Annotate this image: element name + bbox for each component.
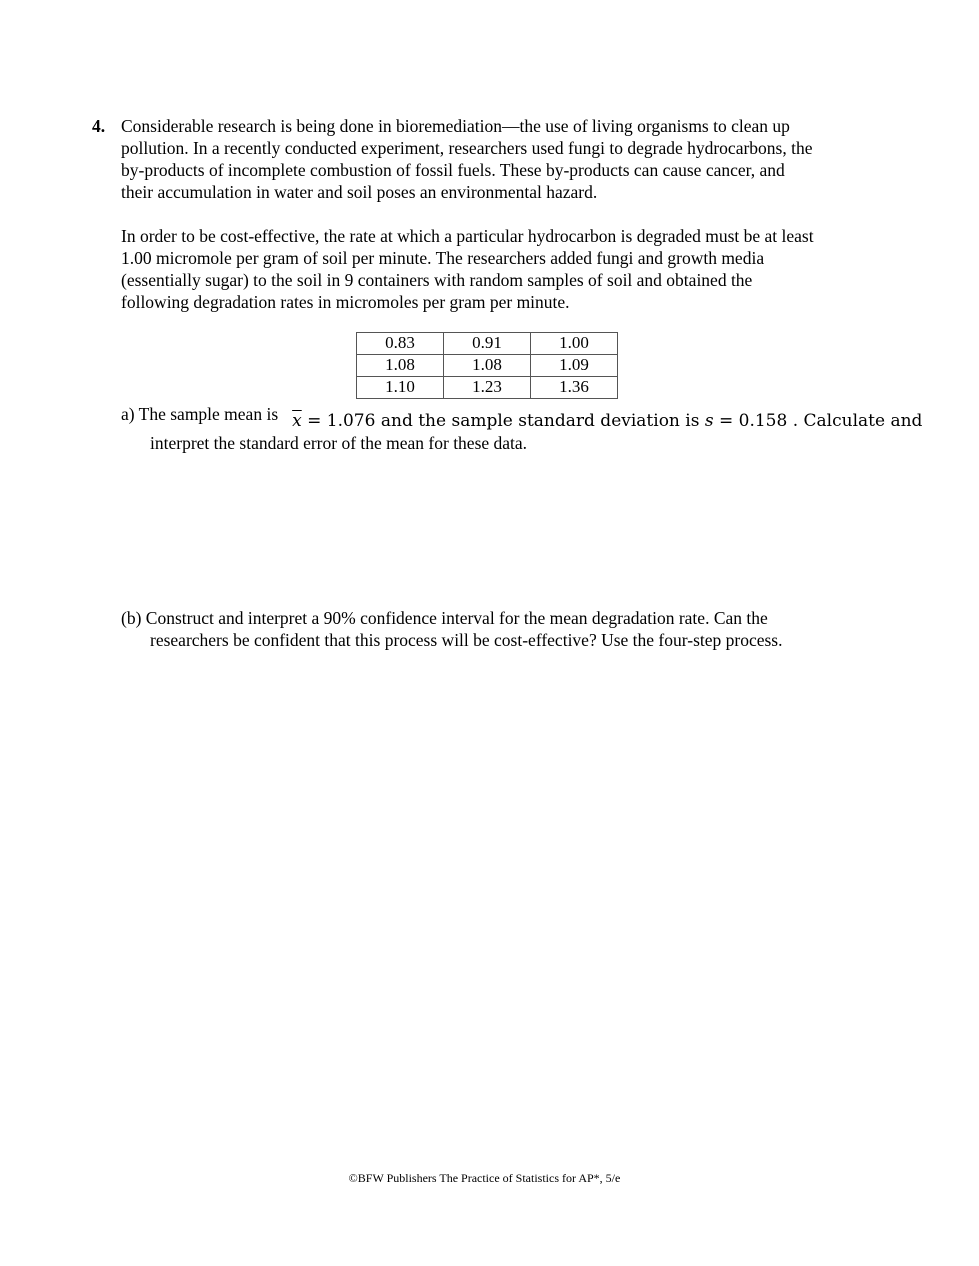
part-b-line-1: (b) Construct and interpret a 90% confidence interval for the mean degradation rate. Can the bbox=[121, 608, 768, 628]
table-cell: 1.10 bbox=[357, 377, 444, 399]
setup-line: following degradation rates in micromoles per gram per minute. bbox=[121, 292, 570, 312]
table-cell: 1.08 bbox=[357, 355, 444, 377]
question-setup bbox=[121, 225, 901, 313]
sd-value: = 0.158 bbox=[719, 411, 788, 431]
part-a-tail: . Calculate and bbox=[792, 411, 923, 431]
intro-line: their accumulation in water and soil poses an environmental hazard. bbox=[121, 182, 598, 202]
setup-line: 1.00 micromole per gram of soil per minute. The researchers added fungi and growth media bbox=[121, 248, 765, 268]
question-number: 4. bbox=[92, 116, 106, 136]
xbar-symbol: $\overline{x}$ bbox=[292, 411, 302, 431]
setup-line: In order to be cost-effective, the rate at which a particular hydrocarbon is degraded must be at least bbox=[121, 226, 814, 246]
s-symbol: s bbox=[704, 411, 714, 431]
intro-line: pollution. In a recently conducted experiment, researchers used fungi to degrade hydrocarbons, the bbox=[121, 138, 813, 158]
part-a-line-1 bbox=[121, 403, 923, 431]
part-a-middle: and the sample standard deviation is bbox=[380, 411, 700, 431]
table-cell: 1.00 bbox=[531, 333, 618, 355]
footer-copyright: ©BFW Publishers The Practice of Statistics for AP*, 5/e bbox=[348, 1171, 621, 1185]
table-cell: 1.09 bbox=[531, 355, 618, 377]
table-cell: 1.36 bbox=[531, 377, 618, 399]
intro-line: by-products of incomplete combustion of fossil fuels. These by-products can cause cancer, and bbox=[121, 160, 785, 180]
question-intro bbox=[121, 115, 901, 203]
mean-value: = 1.076 bbox=[307, 411, 376, 431]
degradation-rates-table bbox=[356, 332, 618, 399]
part-a-lead: a) The sample mean is bbox=[121, 404, 279, 424]
setup-line: (essentially sugar) to the soil in 9 containers with random samples of soil and obtained the bbox=[121, 270, 753, 290]
part-a bbox=[121, 403, 923, 454]
sample-mean-formula bbox=[292, 411, 375, 431]
part-a-line-2: interpret the standard error of the mean for these data. bbox=[150, 433, 528, 453]
table-cell: 0.91 bbox=[444, 333, 531, 355]
table-row bbox=[357, 333, 618, 355]
part-b-line-2: researchers be confident that this process will be cost-effective? Use the four-step process. bbox=[150, 630, 783, 650]
table-cell: 0.83 bbox=[357, 333, 444, 355]
table-row bbox=[357, 355, 618, 377]
table-row bbox=[357, 377, 618, 399]
table-cell: 1.08 bbox=[444, 355, 531, 377]
part-b bbox=[121, 607, 901, 651]
table-cell: 1.23 bbox=[444, 377, 531, 399]
intro-line: Considerable research is being done in bioremediation—the use of living organisms to clean up bbox=[121, 116, 790, 136]
sample-sd-text bbox=[375, 411, 922, 431]
